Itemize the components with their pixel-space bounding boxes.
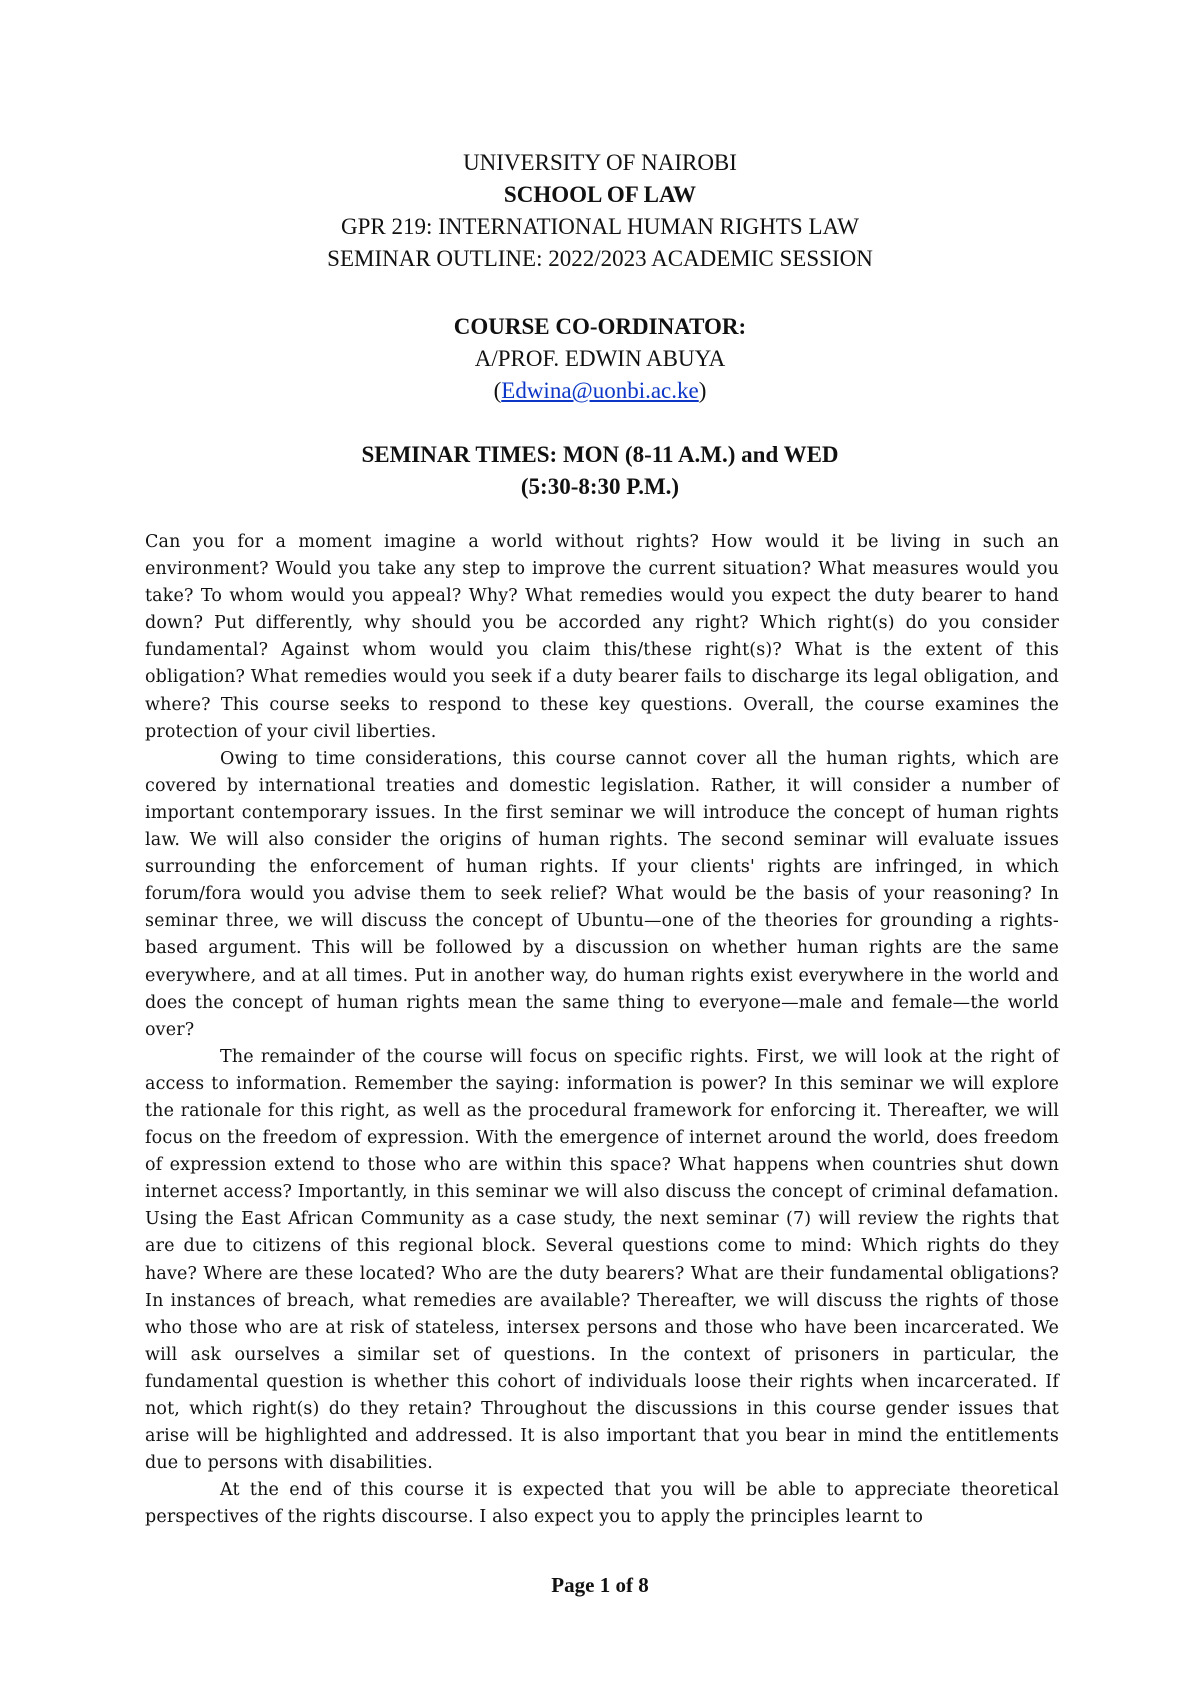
paragraph-intro: Can you for a moment imagine a world without rights? How would it be living in such an environment? Would you take any step to improve the current situation? What measures would you take? To whom would you appeal? Why? What remedies would you expect the duty bearer to hand down? Put differently, why should you be accorded any right? Which right(s) do you consider fundamental? Against whom would you claim this/these right(s)? What is the extent of this obligation? What remedies would you seek if a duty bearer fails to discharge its legal obligation, and where? This course seeks to respond to these key questions. Overall, the course examines the protection of your civil liberties. bbox=[145, 532, 1059, 742]
session-title: SEMINAR OUTLINE: 2022/2023 ACADEMIC SESSION bbox=[327, 246, 873, 271]
coordinator-name: A/PROF. EDWIN ABUYA bbox=[474, 346, 726, 371]
coordinator-block bbox=[0, 311, 1200, 407]
seminar-times-line1: SEMINAR TIMES: MON (8-11 A.M.) and WED bbox=[361, 442, 839, 467]
seminar-times-block bbox=[0, 439, 1200, 503]
paragraph-outcomes: At the end of this course it is expected that you will be able to appreciate theoretical perspectives of the rights discourse. I also expect you to apply the principles learnt to bbox=[145, 1480, 1059, 1528]
university-name: UNIVERSITY OF NAIROBI bbox=[463, 150, 737, 175]
course-title: GPR 219: INTERNATIONAL HUMAN RIGHTS LAW bbox=[341, 214, 859, 239]
body-text bbox=[145, 529, 1059, 1531]
close-paren: ) bbox=[698, 378, 707, 403]
school-name: SCHOOL OF LAW bbox=[503, 182, 697, 207]
open-paren: ( bbox=[493, 378, 502, 403]
title-block bbox=[0, 147, 1200, 275]
coordinator-email-line bbox=[0, 375, 1200, 407]
paragraph-specific-rights: The remainder of the course will focus on specific rights. First, we will look at the right of access to information. Remember the saying: information is power? In this seminar we will explore the rationale for this right, as well as the procedural framework for enforcing it. Thereafter, we will focus on the freedom of expression. With the emergence of internet around the world, does freedom of expression extend to those who are within this space? What happens when countries shut down internet access? Importantly, in this seminar we will also discuss the concept of criminal defamation. Using the East African Community as a case study, the next seminar (7) will review the rights that are due to citizens of this regional block. Several questions come to mind: Which rights do they have? Where are these located? Who are the duty bearers? What are their fundamental obligations? In instances of breach, what remedies are available? Thereafter, we will discuss the rights of those who those who are at risk of stateless, intersex persons and those who have been incarcerated. We will ask ourselves a similar set of questions. In the context of prisoners in particular, the fundamental question is whether this cohort of individuals loose their rights when incarcerated. If not, which right(s) do they retain? Throughout the discussions in this course gender issues that arise will be highlighted and addressed. It is also important that you bear in mind the entitlements due to persons with disabilities. bbox=[145, 1046, 1059, 1474]
paragraph-scope: Owing to time considerations, this course cannot cover all the human rights, which are covered by international treaties and domestic legislation. Rather, it will consider a number of important contemporary issues. In the first seminar we will introduce the concept of human rights law. We will also consider the origins of human rights. The second seminar will evaluate issues surrounding the enforcement of human rights. If your clients' rights are infringed, in which forum/fora would you advise them to seek relief? What would be the basis of your reasoning? In seminar three, we will discuss the concept of Ubuntu—one of the theories for grounding a rights-based argument. This will be followed by a discussion on whether human rights are the same everywhere, and at all times. Put in another way, do human rights exist everywhere in the world and does the concept of human rights mean the same thing to everyone—male and female—the world over? bbox=[145, 748, 1059, 1040]
coordinator-email-link[interactable]: Edwina@uonbi.ac.ke bbox=[501, 378, 699, 403]
page-number: Page 1 of 8 bbox=[551, 1573, 649, 1597]
seminar-times-line2: (5:30-8:30 P.M.) bbox=[520, 474, 680, 499]
coordinator-label: COURSE CO-ORDINATOR: bbox=[453, 314, 747, 339]
